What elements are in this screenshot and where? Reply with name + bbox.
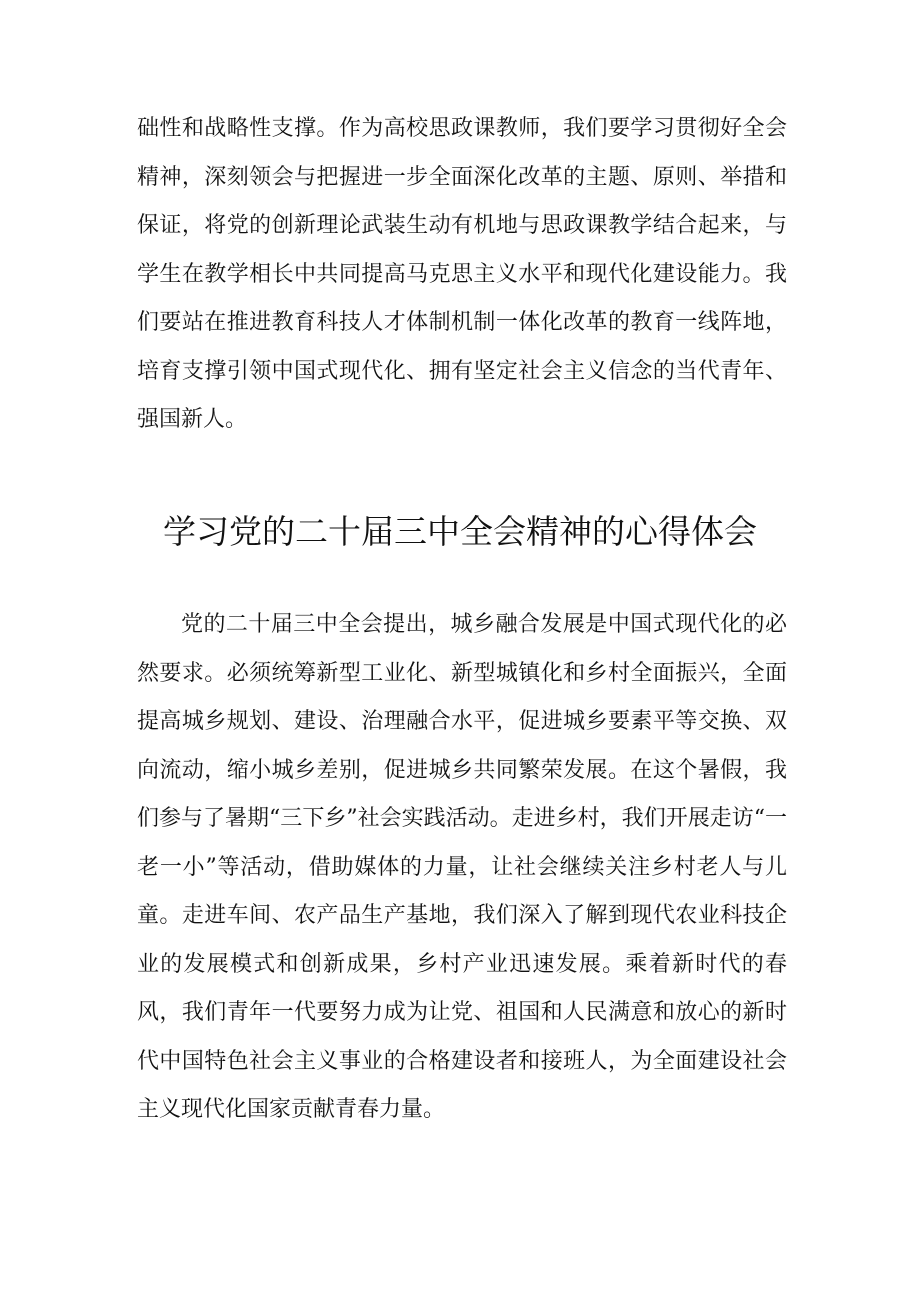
body-paragraph: 党的二十届三中全会提出，城乡融合发展是中国式现代化的必然要求。必须统筹新型工业化、新型城镇化和乡村全面振兴，全面提高城乡规划、建设、治理融合水平，促进城乡要素平等交换、双向流动，缩小城乡差别，促进城乡共同繁荣发展。在这个暑假，我们参与了暑期“三下乡”社会实践活动。走进乡村，我们开展走访“一老一小”等活动，借助媒体的力量，让社会继续关注乡村老人与儿童。走进车间、农产品生产基地，我们深入了解到现代农业科技企业的发展模式和创新成果，乡村产业迅速发展。乘着新时代的春风，我们青年一代要努力成为让党、祖国和人民满意和放心的新时代中国特色社会主义事业的合格建设者和接班人，为全面建设社会主义现代化国家贡献青春力量。 bbox=[137, 612, 787, 1122]
section-heading: 学习党的二十届三中全会精神的心得体会 bbox=[163, 512, 757, 551]
body-paragraph-continued: 础性和战略性支撑。作为高校思政课教师，我们要学习贯彻好全会精神，深刻领会与把握进一步全面深化改革的主题、原则、举措和保证，将党的创新理论武装生动有机地与思政课教学结合起来，与学生在教学相长中共同提高马克思主义水平和现代化建设能力。我们要站在推进教育科技人才体制机制一体化改革的教育一线阵地，培育支撑引领中国式现代化、拥有坚定社会主义信念的当代青年、强国新人。 bbox=[137, 116, 787, 432]
